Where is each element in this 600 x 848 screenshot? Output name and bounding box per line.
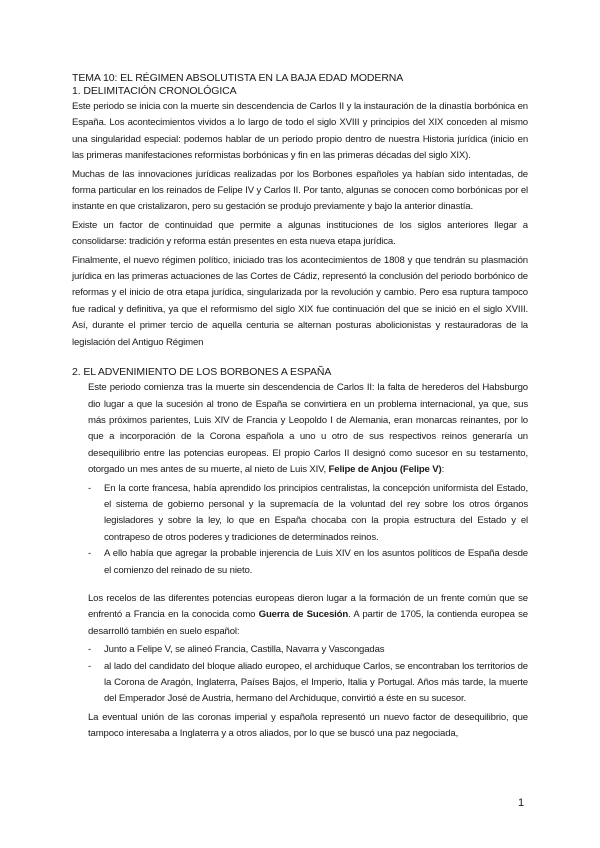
section-2-paragraph-1-text: Este periodo comienza tras la muerte sin descendencia de Carlos II: la falta de herederos del Habsburgo dio lugar a que la sucesión al trono de España se convirtiera en un problema internacional, ya que, sus más próximos parientes, Luis XIV de Francia y Leopoldo I de Alemania, eran monarcas reinantes, por lo que a incorporación de la Corona española a uno u otro de sus respectivos reinos generaría un desequilibrio entre las potencias europeas. El propio Carlos II designó como sucesor en su testamento, otorgado un mes antes de su muerte, al nieto de Luis XIV, xyxy=(88,382,528,476)
section-1-paragraph-2: Muchas de las innovaciones jurídicas realizadas por los Borbones españoles ya habían sido intentadas, de forma particular en los reinados de Felipe IV y Carlos II. Por tanto, algunas se conocen como borbónicas por el instante en que cristalizaron, pero su gestación se produjo previamente y bajo la anterior dinastía. xyxy=(72,168,528,213)
section-2-paragraph-1 xyxy=(72,380,528,478)
guerra-de-sucesion-bold: Guerra de Sucesión xyxy=(258,609,349,621)
document-title: TEMA 10: EL RÉGIMEN ABSOLUTISTA EN LA BAJA EDAD MODERNA xyxy=(72,72,404,84)
section-1-paragraph-1: Este periodo se inicia con la muerte sin descendencia de Carlos II y la instauración de la dinastía borbónica en España. Los acontecimientos vividos a lo largo de todo el siglo XVIII y principios del XIX conceden al mismo una singularidad especial: podemos hablar de un periodo propio dentro de nuestra Historia jurídica (inicio en las primeras manifestaciones reformistas borbónicas y fin en las primeras décadas del siglo XIX). xyxy=(72,101,528,162)
section-2-paragraph-2-text: Los recelos de las diferentes potencias europeas dieron lugar a la formación de un frente común que se enfrentó a Francia en la conocida como xyxy=(88,592,528,621)
list-item: - Junto a Felipe V, se alineó Francia, Castilla, Navarra y Vascongadas xyxy=(88,644,385,656)
list-item: - al lado del candidato del bloque aliado europeo, el archiduque Carlos, se encontraban los territorios de la Corona de Aragón, Inglaterra, Países Bajos, el Imperio, Italia y Portugal. Años más tarde, la muerte del Emperador José de Austria, hermano del Archiduque, convirtió a éste en su sucesor. xyxy=(88,660,528,705)
list-item: - A ello había que agregar la probable injerencia de Luis XIV en los asuntos políticos de España desde el comienzo del reinado de su nieto. xyxy=(88,548,528,576)
document-page xyxy=(72,72,528,745)
list-item-text: A ello había que agregar la probable injerencia de Luis XIV en los asuntos políticos de España desde el comienzo del reinado de su nieto. xyxy=(104,548,528,576)
section-2-paragraph-2-end: . A partir de 1705, la contienda europea se desarrolló también en suelo español: xyxy=(88,609,528,637)
page-number: 1 xyxy=(518,797,525,809)
list-item-text: En la corte francesa, había aprendido los principios centralistas, la concepción uniformista del Estado, el sistema de gobierno personal y la supremacía de la voluntad del rey sobre los otros órganos legisladores y sobre la ley, lo que en España chocaba con la propia estructura del Estado y el contrapeso de otros poderes y tradiciones de determinados reinos. xyxy=(104,482,528,543)
bullet-list-1 xyxy=(72,481,528,579)
list-item-text: Junto a Felipe V, se alineó Francia, Castilla, Navarra y Vascongadas xyxy=(104,644,385,656)
section-2-paragraph-1-end: : xyxy=(441,464,445,476)
felipe-de-anjou-bold: Felipe de Anjou (Felipe V) xyxy=(328,464,442,476)
section-1-heading: 1. DELIMITACIÓN CRONOLÓGICA xyxy=(72,85,237,97)
list-item: - En la corte francesa, había aprendido los principios centralistas, la concepción uniformista del Estado, el sistema de gobierno personal y la supremacía de la voluntad del rey sobre los otros órganos legisladores y sobre la ley, lo que en España chocaba con la propia estructura del Estado y el contrapeso de otros poderes y tradiciones de determinados reinos. xyxy=(88,482,528,543)
list-item-text: al lado del candidato del bloque aliado europeo, el archiduque Carlos, se encontraban los territorios de la Corona de Aragón, Inglaterra, Países Bajos, el Imperio, Italia y Portugal. Años más tarde, la muerte del Emperador José de Austria, hermano del Archiduque, convirtió a éste en su sucesor. xyxy=(104,660,528,705)
section-1-paragraph-3: Existe un factor de continuidad que permite a algunas instituciones de los siglos anteriores llegar a consolidarse: tradición y reforma están presentes en esta nueva etapa jurídica. xyxy=(72,219,528,248)
spacer xyxy=(72,581,528,591)
bullet-list-2 xyxy=(72,642,528,708)
section-gap xyxy=(72,353,528,366)
section-2-paragraph-2 xyxy=(72,591,528,640)
section-2-paragraph-3: La eventual unión de las coronas imperial y española representó un nuevo factor de desequilibrio, que tampoco interesaba a Inglaterra y a otros aliados, por lo que se buscó una paz negociada, xyxy=(88,711,528,740)
section-1-paragraph-4: Finalmente, el nuevo régimen político, iniciado tras los acontecimientos de 1808 y que tendrán su plasmación jurídica en las primeras actuaciones de las Cortes de Cádiz, representó la conclusión del periodo borbónico de reformas y el inicio de otra etapa jurídica, singularizada por la revolución y cambio. Pero esa ruptura tampoco fue radical y definitiva, ya que el reformismo del siglo XIX fue continuación del que se inició en el siglo XVIII. Así, durante el primer tercio de aquella centuria se alternan posturas abolicionistas y restauradoras de la legislación del Antiguo Régimen xyxy=(72,254,528,348)
section-2-heading: 2. EL ADVENIMIENTO DE LOS BORBONES A ESPAÑA xyxy=(72,366,332,379)
